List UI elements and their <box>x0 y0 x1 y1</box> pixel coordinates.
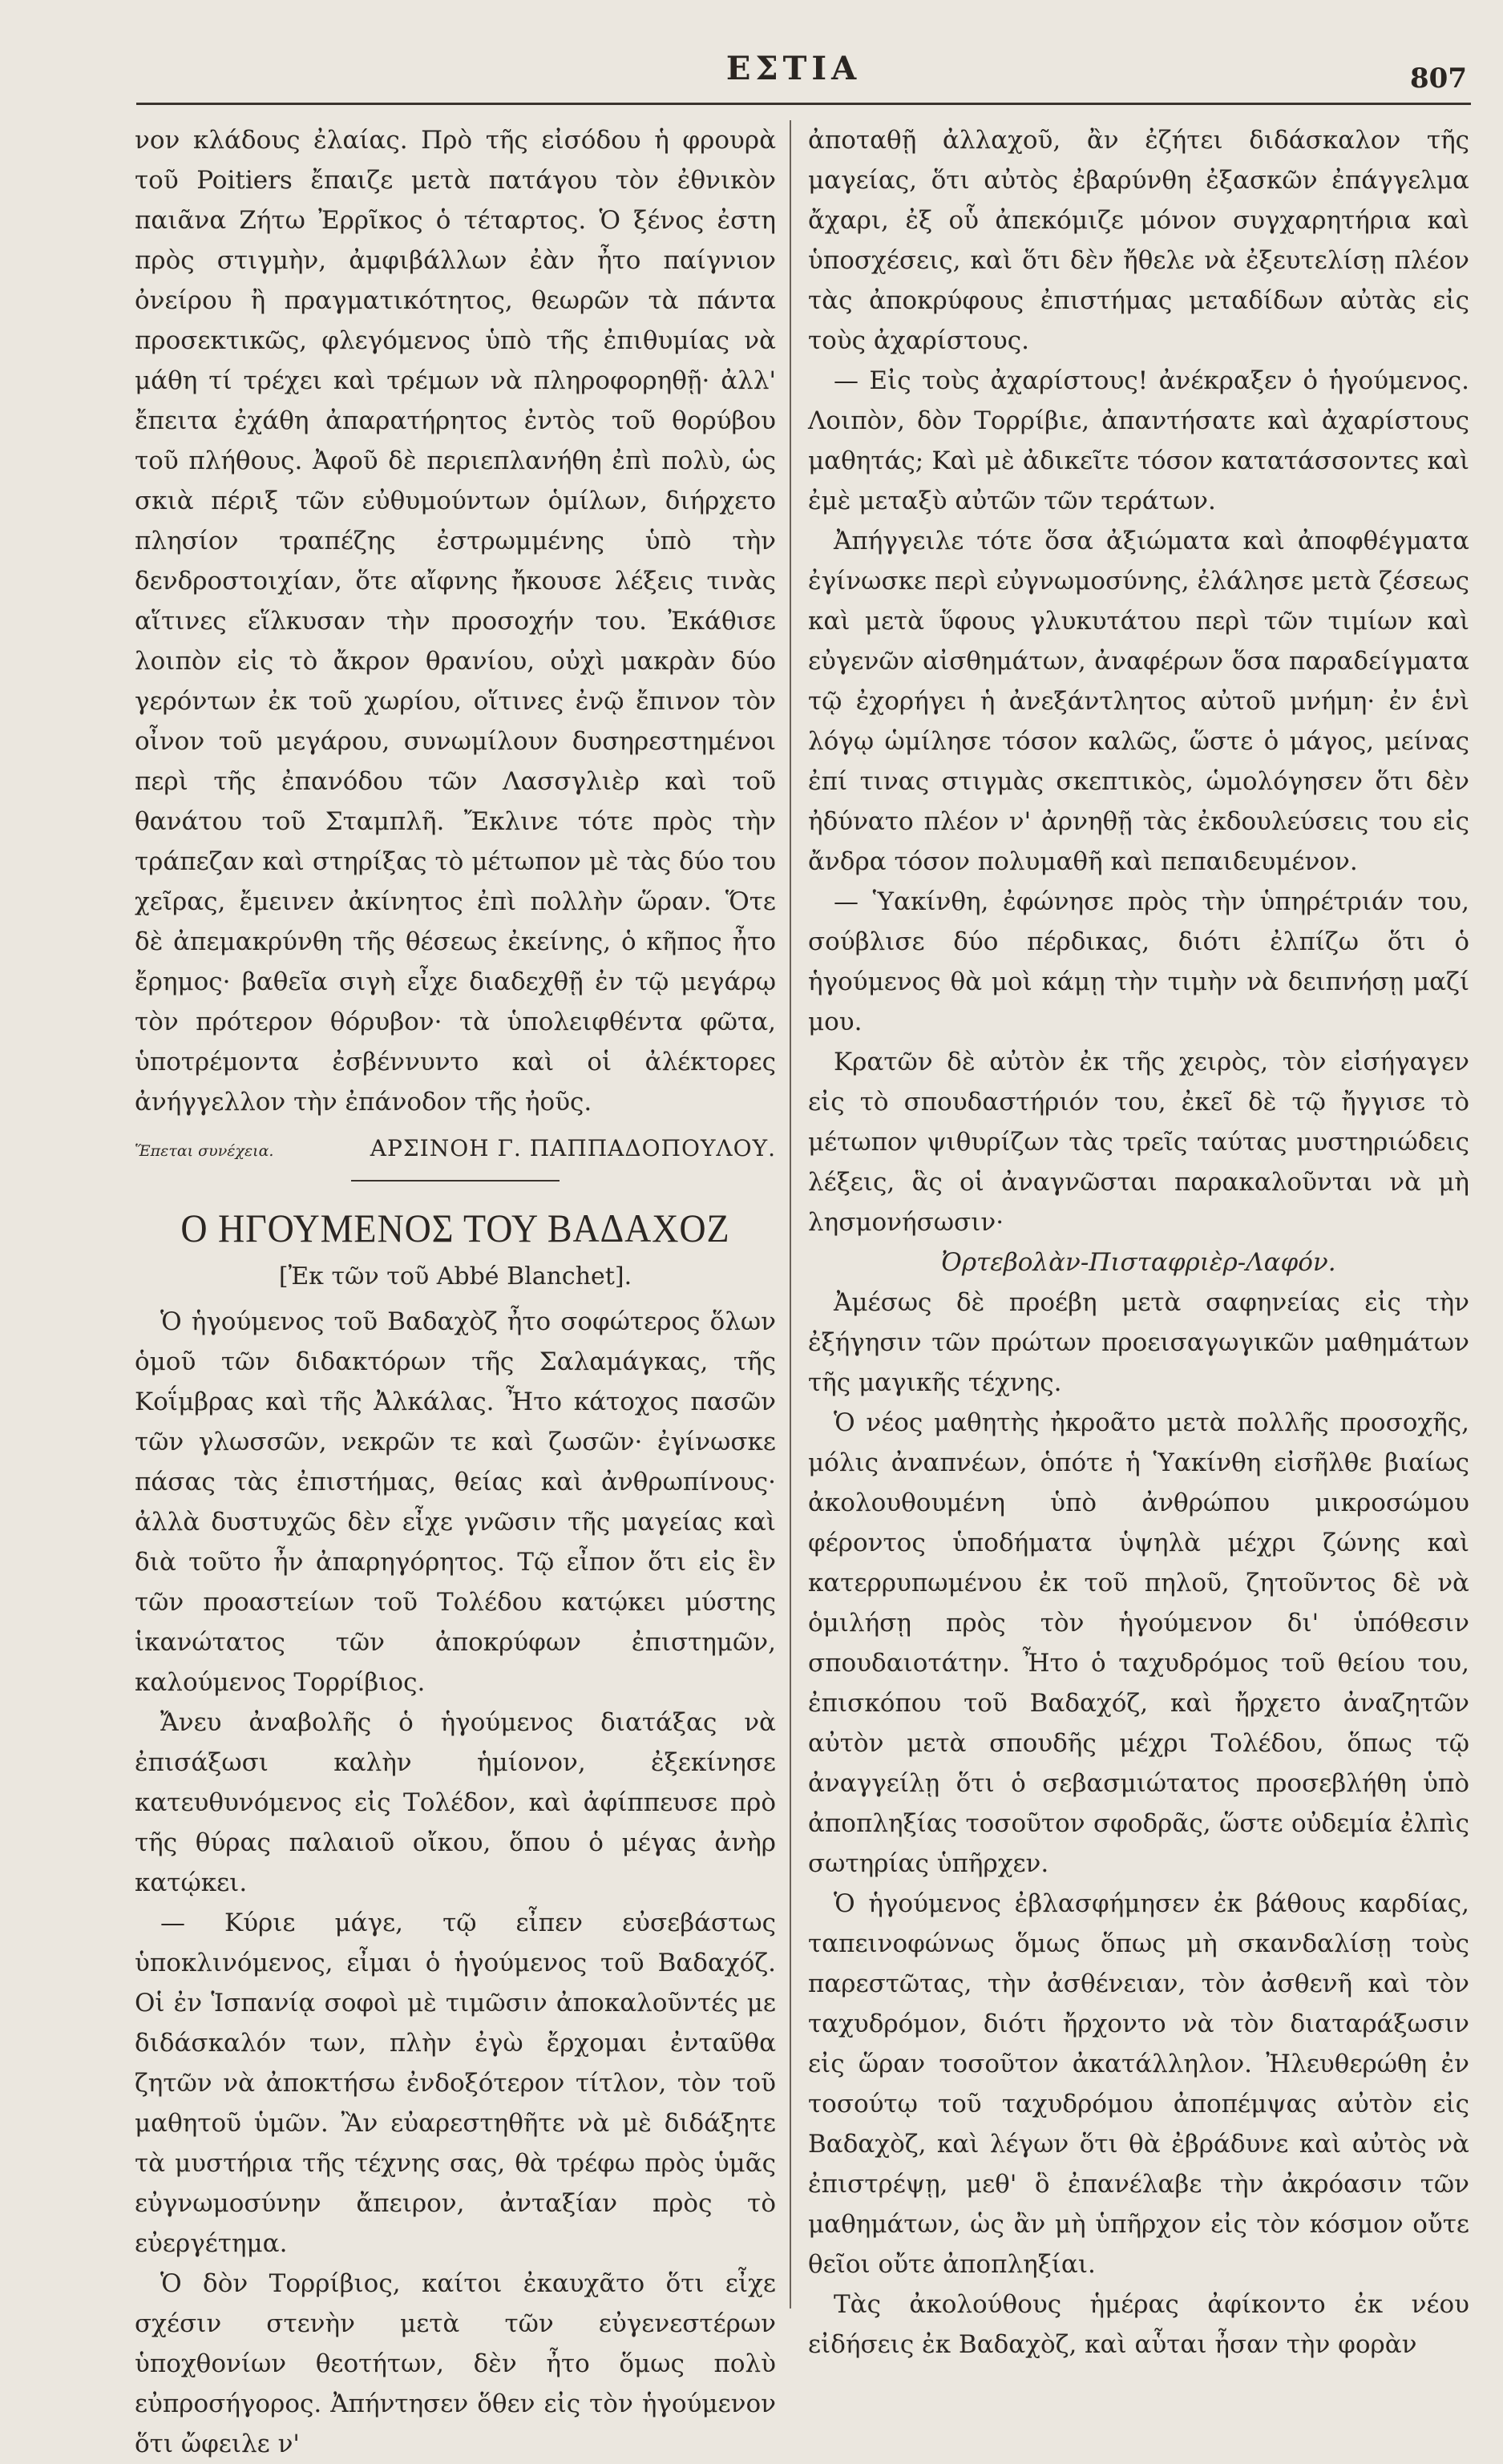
author-signature: ΑΡΣΙΝΟΗ Γ. ΠΑΠΠΑΔΟΠΟΥΛΟΥ. <box>370 1135 776 1161</box>
signature-row <box>135 1129 776 1169</box>
column-divider <box>790 120 791 2308</box>
article-paragraph: Ἀμέσως δὲ προέβη μετὰ σαφηνείας εἰς τὴν ἐξήγησιν τῶν πρώτων προεισαγωγικῶν μαθημάτων τῆς μαγικῆς τέχνης. <box>808 1288 1469 1397</box>
article-paragraph: Ἄνευ ἀναβολῆς ὁ ἡγούμενος διατάξας νὰ ἐπισάξωσι καλὴν ἡμίονον, ἐξεκίνησε κατευθυνόμενος εἰς Τολέδον, καὶ ἀφίππευσε πρὸ τῆς θύρας παλαιοῦ οἴκου, ὅπου ὁ μέγας ἀνὴρ κατῴκει. <box>135 1708 776 1897</box>
header-rule <box>136 103 1471 105</box>
left-column <box>135 120 776 2464</box>
article-paragraph: Κρατῶν δὲ αὐτὸν ἐκ τῆς χειρὸς, τὸν εἰσήγαγεν εἰς τὸ σπουδαστήριόν του, ἐκεῖ δὲ τῷ ἤγγισε τὸ μέτωπον ψιθυρίζων τὰς τρεῖς ταύτας μυστηριώδεις λέξεις, ἃς οἱ ἀναγνῶσται παρακαλοῦνται νὰ μὴ λησμονήσωσιν· <box>808 1048 1469 1237</box>
article-paragraph: — Ὑακίνθη, ἐφώνησε πρὸς τὴν ὑπηρέτριάν του, σούβλισε δύο πέρδικας, διότι ἐλπίζω ὅτι ὁ ἡγούμενος θὰ μοὶ κάμῃ τὴν τιμὴν νὰ δειπνήσῃ μαζί μου. <box>808 887 1469 1036</box>
article-paragraph: Ὁ ἡγούμενος ἐβλασφήμησεν ἐκ βάθους καρδίας, ταπεινοφώνως ὅμως ὅπως μὴ σκανδαλίσῃ τοὺς παρεστῶτας, τὴν ἀσθένειαν, τὸν ἀσθενῆ καὶ τὸν ταχυδρόμον, διότι ἤρχοντο νὰ τὸν διαταράξωσιν εἰς ὥραν τοσοῦτον ἀκατάλληλον. Ἠλευθερώθη ἐν τοσούτῳ τοῦ ταχυδρόμου ἀποπέμψας αὐτὸν εἰς Βαδαχὸζ, καὶ λέγων ὅτι θὰ ἐβράδυνε καὶ αὐτὸς νὰ ἐπιστρέψῃ, μεθ' ὃ ἐπανέλαβε τὴν ἀκρόασιν τῶν μαθημάτων, ὡς ἂν μὴ ὑπῆρχον εἰς τὸν κόσμον οὔτε θεῖοι οὔτε ἀποπληξίαι. <box>808 1889 1469 2279</box>
article-paragraph: — Κύριε μάγε, τῷ εἶπεν εὐσεβάστως ὑποκλινόμενος, εἶμαι ὁ ἡγούμενος τοῦ Βαδαχόζ. Οἱ ἐν Ἱσπανίᾳ σοφοὶ μὲ τιμῶσιν ἀποκαλοῦντές με διδάσκαλόν των, πλὴν ἐγὼ ἔρχομαι ἐνταῦθα ζητῶν νὰ ἀποκτήσω ἐνδοξότερον τίτλον, τὸν τοῦ μαθητοῦ ὑμῶν. Ἂν εὐαρεστηθῆτε νὰ μὲ διδάξητε τὰ μυστήρια τῆς τέχνης σας, θὰ τρέφω πρὸς ὑμᾶς εὐγνωμοσύνην ἄπειρον, ἀνταξίαν πρὸς τὸ εὐεργέτημα. <box>135 1909 776 2258</box>
article-separator <box>351 1180 560 1182</box>
article-paragraph: Ὁ νέος μαθητὴς ἠκροᾶτο μετὰ πολλῆς προσοχῆς, μόλις ἀναπνέων, ὁπότε ἡ Ὑακίνθη εἰσῆλθε βιαίως ἀκολουθουμένη ὑπὸ ἀνθρώπου μικροσώμου φέροντος ὑποδήματα ὑψηλὰ μέχρι ζώνης καὶ κατερρυπωμένου ἐκ τοῦ πηλοῦ, ζητοῦντος δὲ νὰ ὁμιλήσῃ πρὸς τὸν ἡγούμενον δι' ὑπόθεσιν σπουδαιοτάτην. Ἦτο ὁ ταχυδρόμος τοῦ θείου του, ἐπισκόπου τοῦ Βαδαχόζ, καὶ ἤρχετο ἀναζητῶν αὐτὸν μετὰ σπουδῆς μέχρι Τολέδου, ὅπως τῷ ἀναγγείλῃ ὅτι ὁ σεβασμιώτατος προσεβλήθη ὑπὸ ἀποπληξίας τοσοῦτον σφοδρᾶς, ὥστε οὐδεμία ἐλπὶς σωτηρίας ὑπῆρχεν. <box>808 1408 1469 1878</box>
article-paragraph: ἀποταθῇ ἀλλαχοῦ, ἂν ἐζήτει διδάσκαλον τῆς μαγείας, ὅτι αὐτὸς ἐβαρύνθη ἐξασκῶν ἐπάγγελμα ἄχαρι, ἐξ οὗ ἀπεκόμιζε μόνον συγχαρητήρια καὶ ὑποσχέσεις, καὶ ὅτι δὲν ἤθελε νὰ ἐξευτελίσῃ πλέον τὰς ἀποκρύφους ἐπιστήμας μεταδίδων αὐτὰς εἰς τοὺς ἀχαρίστους. <box>808 126 1469 355</box>
article-paragraph: Ὁ δὸν Τορρίβιος, καίτοι ἐκαυχᾶτο ὅτι εἶχε σχέσιν στενὴν μετὰ τῶν εὐγενεστέρων ὑποχθονίων θεοτήτων, δὲν ἦτο ὅμως πολὺ εὐπροσήγορος. Ἀπήντησεν ὅθεν εἰς τὸν ἡγούμενον ὅτι ὤφειλε ν' <box>135 2269 776 2458</box>
continued-article-text: νον κλάδους ἐλαίας. Πρὸ τῆς εἰσόδου ἡ φρουρὰ τοῦ Poitiers ἔπαιζε μετὰ πατάγου τὸν ἐθνικὸν παιᾶνα Ζήτω Ἐρρῖκος ὁ τέταρτος. Ὁ ξένος ἐστη πρὸς στιγμὴν, ἀμφιβάλλων ἐὰν ἦτο παίγνιον ὀνείρου ἢ πραγματικότητος, θεωρῶν τὰ πάντα προσεκτικῶς, φλεγόμενος ὑπὸ τῆς ἐπιθυμίας νὰ μάθη τί τρέχει καὶ τρέμων νὰ πληροφορηθῇ· ἀλλ' ἔπειτα ἐχάθη ἀπαρατήρητος ἐντὸς τοῦ θορύβου τοῦ πλήθους. Ἀφοῦ δὲ περιεπλανήθη ἐπὶ πολὺ, ὡς σκιὰ πέριξ τῶν εὐθυμούντων ὁμίλων, διήρχετο πλησίον τραπέζης ἐστρωμμένης ὑπὸ τὴν δενδροστοιχίαν, ὅτε αἴφνης ἤκουσε λέξεις τινὰς αἵτινες εἵλκυσαν τὴν προσοχήν του. Ἐκάθισε λοιπὸν εἰς τὸ ἄκρον θρανίου, οὐχὶ μακρὰν δύο γερόντων ἐκ τοῦ χωρίου, οἵτινες ἐνῷ ἔπινον τὸν οἶνον τοῦ μεγάρου, συνωμίλουν δυσηρεστημένοι περὶ τῆς ἐπανόδου τῶν Λασσγλιὲρ καὶ τοῦ θανάτου τοῦ Σταμπλῆ. Ἔκλινε τότε πρὸς τὴν τράπεζαν καὶ στηρίξας τὸ μέτωπον μὲ τὰς δύο του χεῖρας, ἔμεινεν ἀκίνητος ἐπὶ πολλὴν ὥραν. Ὅτε δὲ ἀπεμακρύνθη τῆς θέσεως ἐκείνης, ὁ κῆπος ἦτο ἔρημος· βαθεῖα σιγὴ εἶχε διαδεχθῇ ἐν τῷ μεγάρῳ τὸν πρότερον θόρυβον· τὰ ὑπολειφθέντα φῶτα, ὑποτρέμοντα ἐσβέννυντο καὶ οἱ ἀλέκτορες ἀνήγγελλον τὴν ἐπάνοδον τῆς ἠοῦς. <box>135 126 776 1117</box>
article-paragraph: Ἀπήγγειλε τότε ὅσα ἀξιώματα καὶ ἀποφθέγματα ἐγίνωσκε περὶ εὐγνωμοσύνης, ἐλάλησε μετὰ ζέσεως καὶ μετὰ ὕφους γλυκυτάτου περὶ τῶν τιμίων καὶ εὐγενῶν αἰσθημάτων, ἀναφέρων ὅσα παραδείγματα τῷ ἐχορήγει ἡ ἀνεξάντλητος αὐτοῦ μνήμη· ἐν ἑνὶ λόγῳ ὡμίλησε τόσον καλῶς, ὥστε ὁ μάγος, μείνας ἐπί τινας στιγμὰς σκεπτικὸς, ὡμολόγησεν ὅτι δὲν ἠδύνατο πλέον ν' ἀρνηθῇ τὰς ἐκδουλεύσεις του εἰς ἄνδρα τόσον πολυμαθῆ καὶ πεπαιδευμένον. <box>808 527 1469 876</box>
article-paragraph: Ὁ ἡγούμενος τοῦ Βαδαχὸζ ἦτο σοφώτερος ὅλων ὁμοῦ τῶν διδακτόρων τῆς Σαλαμάγκας, τῆς Κοΐμβρας καὶ τῆς Ἀλκάλας. Ἦτο κάτοχος πασῶν τῶν γλωσσῶν, νεκρῶν τε καὶ ζωσῶν· ἐγίνωσκε πάσας τὰς ἐπιστήμας, θείας καὶ ἀνθρωπίνους· ἀλλὰ δυστυχῶς δὲν εἶχε γνῶσιν τῆς μαγείας καὶ διὰ τοῦτο ἦν ἀπαρηγόρητος. Τῷ εἶπον ὅτι εἰς ἓν τῶν προαστείων τοῦ Τολέδου κατῴκει μύστης ἱκανώτατος τῶν ἀποκρύφων ἐπιστημῶν, καλούμενος Τορρίβιος. <box>135 1307 776 1697</box>
masthead-title: ΕΣΤΙΑ <box>725 50 862 87</box>
article-paragraph: — Εἰς τοὺς ἀχαρίστους! ἀνέκραξεν ὁ ἡγούμενος. Λοιπὸν, δὸν Τορρίβιε, ἀπαντήσατε καὶ ἀχαρίστους μαθητάς; Καὶ μὲ ἀδικεῖτε τόσον κατατάσσοντες καὶ ἐμὲ μεταξὺ αὐτῶν τῶν τεράτων. <box>808 366 1469 515</box>
article-subtitle: [Ἐκ τῶν τοῦ Abbé Blanchet]. <box>278 1262 632 1291</box>
article-paragraph: Τὰς ἀκολούθους ἡμέρας ἀφίκοντο ἐκ νέου εἰδήσεις ἐκ Βαδαχὸζ, καὶ αὗται ἦσαν τὴν φορὰν <box>808 2290 1469 2359</box>
magic-words: Ὀρτεβολὰν-Πισταφριὲρ-Λαφόν. <box>941 1248 1336 1277</box>
page-number: 807 <box>1410 63 1467 95</box>
continued-note: Ἕπεται συνέχεια. <box>135 1142 274 1160</box>
right-column <box>808 120 1469 2365</box>
article-title: Ο ΗΓΟΥΜΕΝΟΣ ΤΟΥ ΒΑΔΑΧΟΖ <box>180 1206 730 1250</box>
